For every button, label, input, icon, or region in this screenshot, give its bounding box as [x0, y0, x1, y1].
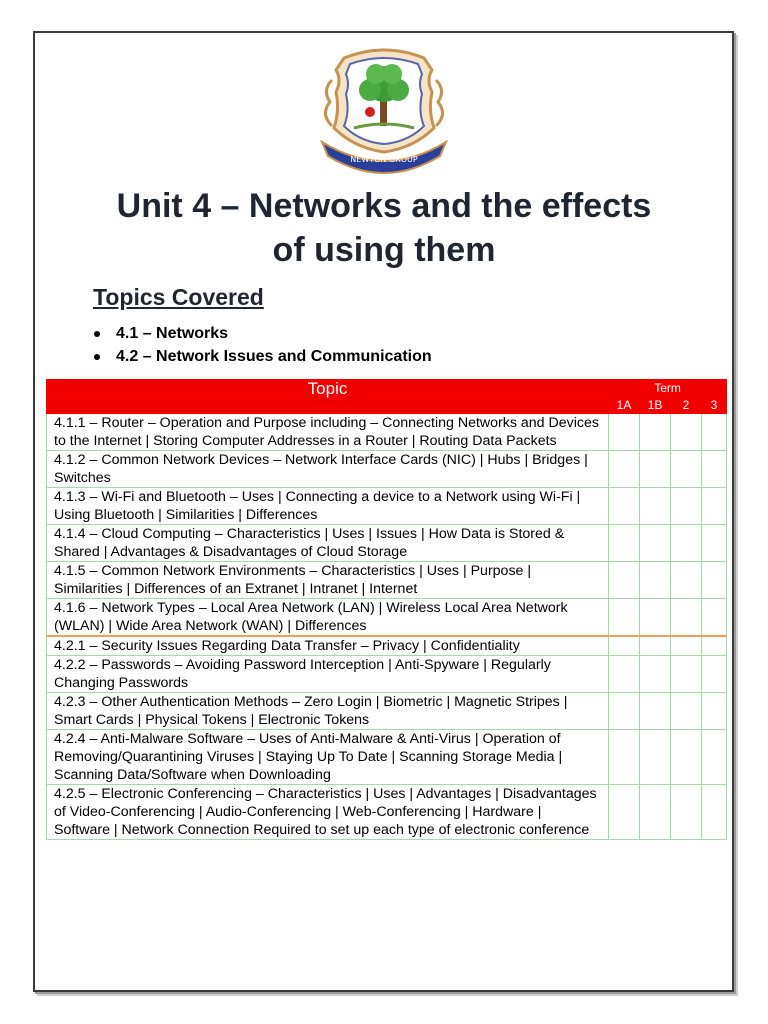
topic-header: Topic [47, 380, 609, 414]
list-item: 4.2 – Network Issues and Communication [88, 345, 432, 368]
term-checkbox-cell[interactable] [671, 656, 702, 693]
term-checkbox-cell[interactable] [640, 636, 671, 656]
topic-cell: 4.2.4 – Anti-Malware Software – Uses of Anti-Malware & Anti-Virus | Operation of Removing/Quarantining Viruses | Staying Up To Date | Scanning Storage Media | Scanning Data/Software when Downloading [47, 730, 609, 785]
term-checkbox-cell[interactable] [671, 599, 702, 637]
term-checkbox-cell[interactable] [609, 414, 640, 451]
term-checkbox-cell[interactable] [609, 488, 640, 525]
term-checkbox-cell[interactable] [640, 488, 671, 525]
term-col-1b: 1B [640, 398, 671, 414]
table-row [47, 785, 727, 840]
topics-table [46, 379, 727, 840]
term-checkbox-cell[interactable] [609, 656, 640, 693]
term-checkbox-cell[interactable] [640, 785, 671, 840]
table-row [47, 525, 727, 562]
term-col-3: 3 [702, 398, 727, 414]
term-checkbox-cell[interactable] [640, 693, 671, 730]
topic-cell: 4.1.6 – Network Types – Local Area Network (LAN) | Wireless Local Area Network (WLAN) | Wide Area Network (WAN) | Differences [47, 599, 609, 637]
term-col-2: 2 [671, 398, 702, 414]
topic-cell: 4.2.1 – Security Issues Regarding Data Transfer – Privacy | Confidentiality [47, 636, 609, 656]
term-checkbox-cell[interactable] [609, 599, 640, 637]
term-checkbox-cell[interactable] [671, 636, 702, 656]
table-row [47, 730, 727, 785]
topic-cell: 4.1.3 – Wi-Fi and Bluetooth – Uses | Connecting a device to a Network using Wi-Fi | Using Bluetooth | Similarities | Differences [47, 488, 609, 525]
term-checkbox-cell[interactable] [702, 451, 727, 488]
svg-text:NEWTON GROUP: NEWTON GROUP [350, 155, 418, 164]
table-row [47, 562, 727, 599]
term-checkbox-cell[interactable] [640, 451, 671, 488]
term-checkbox-cell[interactable] [609, 785, 640, 840]
term-checkbox-cell[interactable] [609, 562, 640, 599]
term-checkbox-cell[interactable] [640, 730, 671, 785]
term-checkbox-cell[interactable] [609, 693, 640, 730]
term-checkbox-cell[interactable] [702, 488, 727, 525]
term-checkbox-cell[interactable] [702, 525, 727, 562]
table-row [47, 636, 727, 656]
term-checkbox-cell[interactable] [640, 562, 671, 599]
term-col-1a: 1A [609, 398, 640, 414]
term-checkbox-cell[interactable] [702, 730, 727, 785]
topic-cell: 4.2.5 – Electronic Conferencing – Characteristics | Uses | Advantages | Disadvantages of Video-Conferencing | Audio-Conferencing | Web-Conferencing | Hardware | Software | Network Connection Required to set up each type of electronic conference [47, 785, 609, 840]
topic-cell: 4.1.4 – Cloud Computing – Characteristics | Uses | Issues | How Data is Stored & Shared | Advantages & Disadvantages of Cloud Storage [47, 525, 609, 562]
term-checkbox-cell[interactable] [671, 562, 702, 599]
term-checkbox-cell[interactable] [702, 693, 727, 730]
term-checkbox-cell[interactable] [671, 525, 702, 562]
term-checkbox-cell[interactable] [640, 656, 671, 693]
topic-cell: 4.2.3 – Other Authentication Methods – Zero Login | Biometric | Magnetic Stripes | Smart Cards | Physical Tokens | Electronic Tokens [47, 693, 609, 730]
term-checkbox-cell[interactable] [671, 785, 702, 840]
table-row [47, 656, 727, 693]
topics-list [88, 322, 432, 368]
title-line-2: of using them [272, 231, 496, 269]
school-crest-logo [314, 40, 454, 174]
term-checkbox-cell[interactable] [671, 730, 702, 785]
term-checkbox-cell[interactable] [702, 656, 727, 693]
topic-cell: 4.1.2 – Common Network Devices – Network Interface Cards (NIC) | Hubs | Bridges | Switches [47, 451, 609, 488]
table-row [47, 693, 727, 730]
term-checkbox-cell[interactable] [671, 414, 702, 451]
term-checkbox-cell[interactable] [640, 599, 671, 637]
term-checkbox-cell[interactable] [609, 525, 640, 562]
term-checkbox-cell[interactable] [702, 636, 727, 656]
term-checkbox-cell[interactable] [702, 785, 727, 840]
term-checkbox-cell[interactable] [702, 414, 727, 451]
table-row [47, 451, 727, 488]
term-checkbox-cell[interactable] [609, 451, 640, 488]
term-checkbox-cell[interactable] [671, 451, 702, 488]
topic-cell: 4.2.2 – Passwords – Avoiding Password Interception | Anti-Spyware | Regularly Changing Passwords [47, 656, 609, 693]
term-checkbox-cell[interactable] [671, 693, 702, 730]
title-line-1: Unit 4 – Networks and the effects [116, 187, 652, 225]
term-header: Term [609, 380, 727, 398]
table-row [47, 599, 727, 637]
topics-covered-heading: Topics Covered [93, 284, 264, 310]
table-row [47, 488, 727, 525]
term-checkbox-cell[interactable] [640, 414, 671, 451]
term-checkbox-cell[interactable] [609, 730, 640, 785]
topic-cell: 4.1.1 – Router – Operation and Purpose including – Connecting Networks and Devices to the Internet | Storing Computer Addresses in a Router | Routing Data Packets [47, 414, 609, 451]
term-checkbox-cell[interactable] [702, 562, 727, 599]
term-checkbox-cell[interactable] [702, 599, 727, 637]
table-row [47, 414, 727, 451]
term-checkbox-cell[interactable] [609, 636, 640, 656]
page-title [60, 184, 708, 272]
term-checkbox-cell[interactable] [671, 488, 702, 525]
list-item: 4.1 – Networks [88, 322, 432, 345]
term-checkbox-cell[interactable] [640, 525, 671, 562]
topic-cell: 4.1.5 – Common Network Environments – Characteristics | Uses | Purpose | Similarities | Differences of an Extranet | Intranet | Internet [47, 562, 609, 599]
